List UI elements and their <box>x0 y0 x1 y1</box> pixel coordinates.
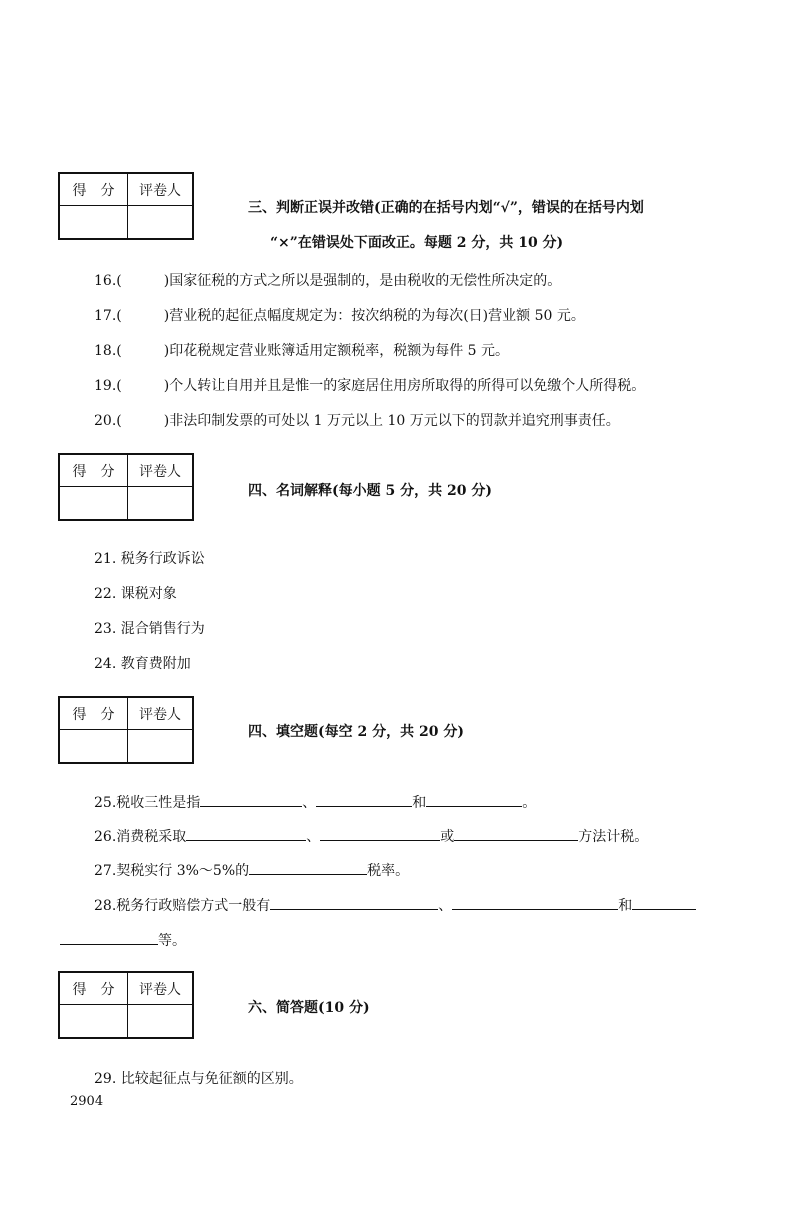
question-24: 24. 教育费附加 <box>94 656 191 672</box>
answer-blank[interactable] <box>316 792 412 807</box>
answer-blank[interactable] <box>632 895 696 910</box>
question-16 <box>94 270 561 290</box>
question-29: 29. 比较起征点与免征额的区别。 <box>94 1071 303 1087</box>
section4a-heading: 四、名词解释(每小题 5 分，共 20 分) <box>248 483 492 499</box>
question-number: 17.( <box>94 308 122 324</box>
separator: 、 <box>438 898 453 914</box>
section4b-heading: 四、填空题(每空 2 分，共 20 分) <box>248 724 464 740</box>
conjunction: 或 <box>440 829 455 845</box>
question-28 <box>94 895 696 915</box>
question-number: 19.( <box>94 378 122 394</box>
answer-blank[interactable] <box>320 826 440 841</box>
question-number: 18.( <box>94 343 122 359</box>
question-27 <box>94 860 409 880</box>
question-text: )印花税规定营业账簿适用定额税率，税额为每件 5 元。 <box>163 343 510 359</box>
answer-blank[interactable] <box>454 826 578 841</box>
conjunction: 和 <box>618 898 633 914</box>
question-20 <box>94 410 620 430</box>
section3-heading-line2: “×”在错误处下面改正。每题 2 分，共 10 分) <box>270 235 564 251</box>
answer-blank[interactable] <box>452 895 618 910</box>
score-box <box>58 453 194 521</box>
score-box <box>58 971 194 1039</box>
score-label: 得 分 <box>60 973 128 1005</box>
score-field[interactable] <box>60 730 128 762</box>
question-number: 20.( <box>94 413 122 429</box>
question-text: 25.税收三性是指 <box>94 795 201 811</box>
question-text: 27.契税实行 3%～5%的 <box>94 863 250 879</box>
score-field[interactable] <box>60 206 128 238</box>
grader-field[interactable] <box>128 206 192 238</box>
question-text: 26.消费税采取 <box>94 829 187 845</box>
answer-blank[interactable] <box>200 792 302 807</box>
answer-blank[interactable] <box>60 930 158 945</box>
question-text: )营业税的起征点幅度规定为：按次纳税的为每次(日)营业额 50 元。 <box>163 308 585 324</box>
end-mark: 方法计税。 <box>578 829 649 845</box>
answer-blank[interactable] <box>426 792 522 807</box>
question-23: 23. 混合销售行为 <box>94 621 205 637</box>
section6-heading: 六、简答题(10 分) <box>248 1000 370 1016</box>
question-28-continued <box>60 930 186 950</box>
grader-label: 评卷人 <box>128 174 192 206</box>
question-text: )个人转让自用并且是惟一的家庭居住用房所取得的所得可以免缴个人所得税。 <box>163 378 646 394</box>
question-18 <box>94 340 509 360</box>
question-21: 21. 税务行政诉讼 <box>94 551 205 567</box>
grader-field[interactable] <box>128 730 192 762</box>
grader-label: 评卷人 <box>128 698 192 730</box>
paper-code: 2904 <box>70 1094 104 1109</box>
score-box <box>58 696 194 764</box>
score-field[interactable] <box>60 487 128 519</box>
score-field[interactable] <box>60 1005 128 1037</box>
question-number: 16.( <box>94 273 122 289</box>
answer-blank[interactable] <box>186 826 306 841</box>
section3-heading-line1: 三、判断正误并改错(正确的在括号内划“√”，错误的在括号内划 <box>248 200 644 216</box>
grader-label: 评卷人 <box>128 973 192 1005</box>
answer-blank[interactable] <box>270 895 438 910</box>
grader-field[interactable] <box>128 487 192 519</box>
question-17 <box>94 305 585 325</box>
score-label: 得 分 <box>60 698 128 730</box>
grader-label: 评卷人 <box>128 455 192 487</box>
question-text: )国家征税的方式之所以是强制的，是由税收的无偿性所决定的。 <box>163 273 562 289</box>
end-mark: 税率。 <box>367 863 410 879</box>
separator: 、 <box>306 829 321 845</box>
question-text: 28.税务行政赔偿方式一般有 <box>94 898 271 914</box>
question-26 <box>94 826 648 846</box>
score-label: 得 分 <box>60 455 128 487</box>
question-text: )非法印制发票的可处以 1 万元以上 10 万元以下的罚款并追究刑事责任。 <box>163 413 620 429</box>
conjunction: 和 <box>412 795 427 811</box>
question-22: 22. 课税对象 <box>94 586 177 602</box>
grader-field[interactable] <box>128 1005 192 1037</box>
end-mark: 等。 <box>158 933 186 949</box>
score-box <box>58 172 194 240</box>
score-label: 得 分 <box>60 174 128 206</box>
question-19 <box>94 375 645 395</box>
end-mark: 。 <box>522 795 537 811</box>
answer-blank[interactable] <box>249 860 367 875</box>
separator: 、 <box>302 795 317 811</box>
question-25 <box>94 792 536 812</box>
